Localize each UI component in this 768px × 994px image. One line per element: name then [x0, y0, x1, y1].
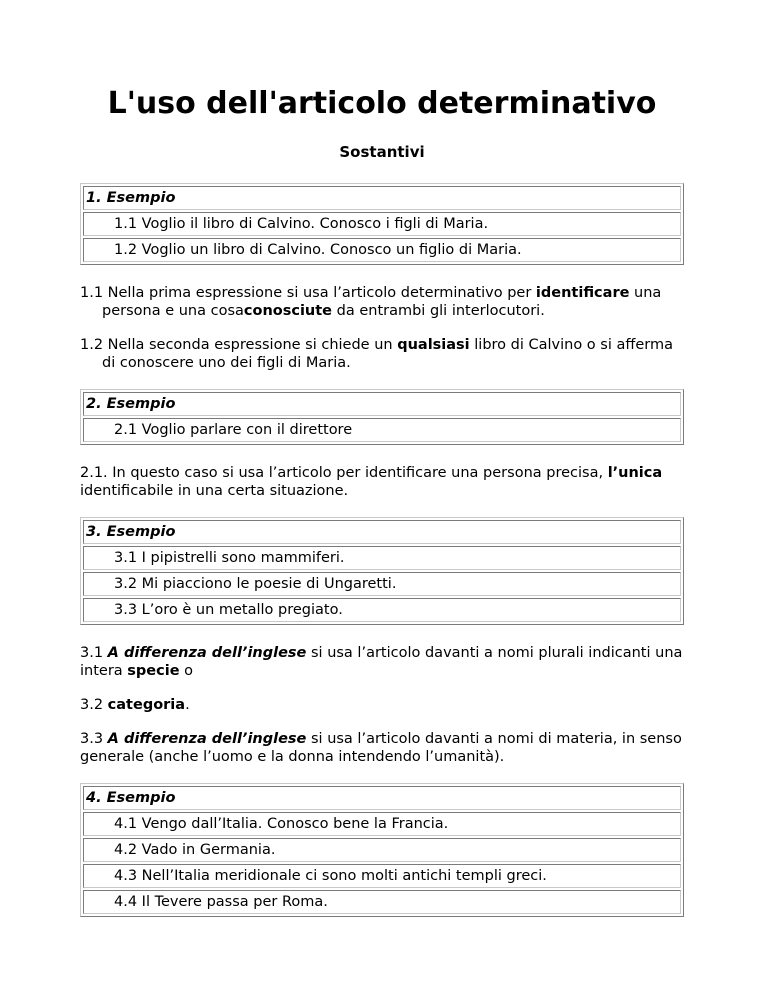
example-header: 2. Esempio — [83, 392, 681, 416]
page-subtitle: Sostantivi — [339, 143, 425, 161]
example-table-2 — [80, 389, 684, 445]
example-item: 2.1 Voglio parlare con il direttore — [83, 418, 681, 442]
note-3-3: 3.3 A differenza dell’inglese si usa l’articolo davanti a nomi di materia, in senso generale (anche l’uomo e la donna intendendo l’umanità). — [80, 731, 682, 765]
example-header: 4. Esempio — [83, 786, 681, 810]
example-header: 1. Esempio — [83, 186, 681, 210]
note-2-1: 2.1. In questo caso si usa l’articolo per identificare una persona precisa, l’unica identificabile in una certa situazione. — [80, 465, 663, 499]
note-3-2: 3.2 categoria. — [80, 697, 190, 713]
example-item: 1.2 Voglio un libro di Calvino. Conosco un figlio di Maria. — [83, 238, 681, 262]
example-item: 4.2 Vado in Germania. — [83, 838, 681, 862]
example-item: 4.3 Nell’Italia meridionale ci sono molti antichi templi greci. — [83, 864, 681, 888]
note-1-2: 1.2 Nella seconda espressione si chiede un qualsiasi libro di Calvino o si afferma di conoscere uno dei figli di Maria. — [80, 337, 673, 371]
example-item: 3.2 Mi piacciono le poesie di Ungaretti. — [83, 572, 681, 596]
example-item: 3.1 I pipistrelli sono mammiferi. — [83, 546, 681, 570]
example-table-1 — [80, 183, 684, 265]
example-item: 4.4 Il Tevere passa per Roma. — [83, 890, 681, 914]
example-item: 3.3 L’oro è un metallo pregiato. — [83, 598, 681, 622]
example-header: 3. Esempio — [83, 520, 681, 544]
page-title: L'uso dell'articolo determinativo — [107, 86, 657, 121]
note-3-1: 3.1 A differenza dell’inglese si usa l’articolo davanti a nomi plurali indicanti una intera specie o — [80, 645, 683, 679]
example-table-3 — [80, 517, 684, 625]
note-1-1: 1.1 Nella prima espressione si usa l’articolo determinativo per identificare una persona e una cosaconosciute da entrambi gli interlocutori. — [80, 285, 662, 319]
example-item: 4.1 Vengo dall’Italia. Conosco bene la Francia. — [83, 812, 681, 836]
example-item: 1.1 Voglio il libro di Calvino. Conosco i figli di Maria. — [83, 212, 681, 236]
document-page — [80, 0, 684, 917]
example-table-4 — [80, 783, 684, 917]
